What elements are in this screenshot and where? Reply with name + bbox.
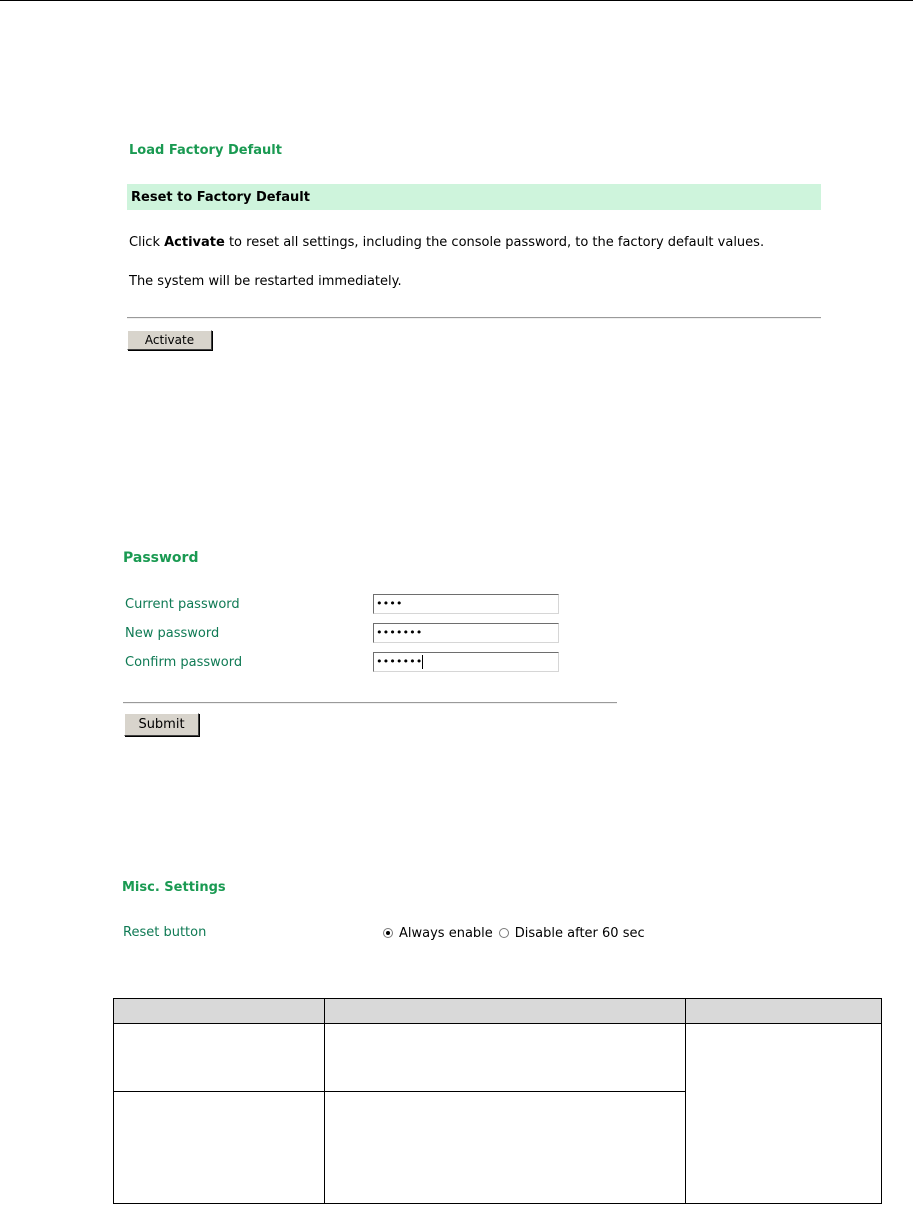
table-header-row [114,999,882,1024]
table-cell [114,1092,325,1204]
new-password-value: ••••••• [376,626,423,639]
reset-button-label: Reset button [123,925,207,940]
new-password-field[interactable] [373,623,559,643]
current-password-value: •••• [376,597,403,610]
text-caret [422,655,423,669]
table-cell [114,1024,325,1092]
desc-bold: Activate [164,235,225,250]
password-title: Password [123,550,199,566]
load-default-title: Load Factory Default [129,143,282,158]
confirm-password-label: Confirm password [125,655,243,670]
divider [127,317,821,319]
divider [123,702,617,704]
crop-mask [0,940,913,946]
empty-table [113,998,882,1204]
misc-settings-title: Misc. Settings [122,880,226,895]
desc-prefix: Click [129,235,165,250]
restart-note: The system will be restarted immediately. [129,274,402,289]
table-header-cell [686,999,882,1024]
confirm-password-field[interactable] [373,652,559,672]
confirm-password-value: ••••••• [376,655,423,668]
desc-suffix: to reset all settings, including the console password, to the factory default values. [224,235,765,250]
activate-description [129,235,764,250]
table-cell [325,1024,686,1092]
always-enable-label: Always enable [399,925,493,941]
table-cell [686,1024,882,1204]
reset-band [127,184,821,210]
table-row [114,1024,882,1092]
reset-band-title: Reset to Factory Default [131,190,310,205]
activate-button[interactable]: Activate [127,330,212,350]
table-header-cell [114,999,325,1024]
page-top-rule [0,0,913,1]
reset-button-options [383,925,651,941]
disable-after-60-label: Disable after 60 sec [514,925,645,941]
table-cell [325,1092,686,1204]
submit-button[interactable]: Submit [124,713,199,736]
current-password-label: Current password [125,597,240,612]
new-password-label: New password [125,626,220,641]
radio-always-enable[interactable] [383,928,393,938]
table-header-cell [325,999,686,1024]
radio-disable-after-60[interactable] [499,928,509,938]
current-password-field[interactable] [373,594,559,614]
